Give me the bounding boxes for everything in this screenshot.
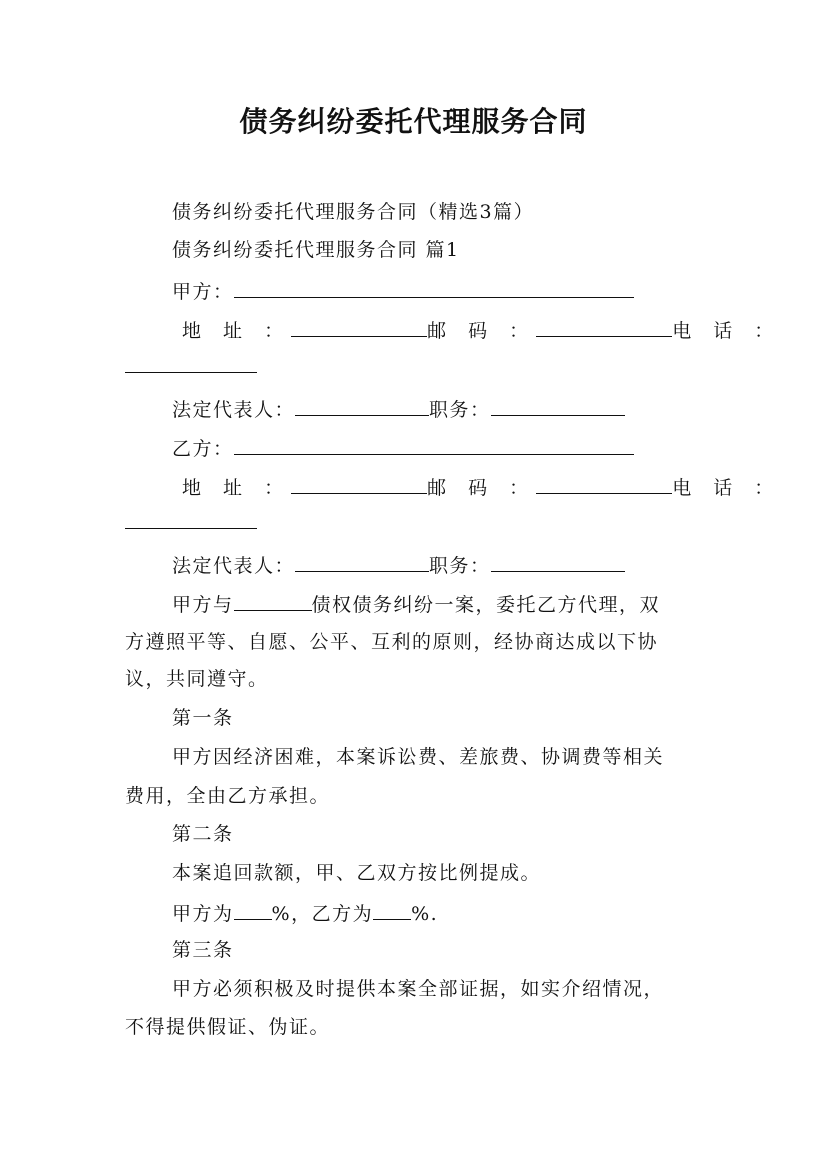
article-3-line-1: 甲方必须积极及时提供本案全部证据，如实介绍情况，: [172, 978, 665, 1000]
party-a-contact-line: [182, 316, 781, 344]
ratio-a-blank: [234, 899, 272, 920]
article-1-heading: 第一条: [172, 707, 234, 729]
intro-part-1: 甲方与: [172, 594, 234, 616]
intro-line-3: 议，共同遵守。: [125, 668, 269, 690]
party-a-position-label: 职务：: [429, 399, 491, 421]
article-3-line-2: 不得提供假证、伪证。: [125, 1016, 331, 1038]
intro-part-2: 债权债务纠纷一案，委托乙方代理，双: [311, 594, 661, 616]
article-2-heading: 第二条: [172, 823, 234, 845]
party-a-rep-blank: [295, 395, 429, 416]
ratio-a-label: 甲方为: [172, 903, 234, 925]
ratio-b-blank: [373, 899, 411, 920]
party-a-postcode-blank: [536, 316, 672, 337]
party-b-postcode-label: 邮 码 ：: [427, 477, 537, 499]
party-b-line: [172, 434, 634, 462]
party-b-label: 乙方：: [172, 438, 234, 460]
party-a-position-blank: [491, 395, 625, 416]
party-a-phone-label: 电 话 ：: [672, 320, 782, 342]
party-b-position-blank: [491, 551, 625, 572]
intro-line-2: 方遵照平等、自愿、公平、互利的原则，经协商达成以下协: [125, 631, 659, 653]
party-b-contact-line: [182, 473, 781, 501]
party-b-rep-label: 法定代表人：: [172, 555, 296, 577]
intro-blank: [234, 590, 312, 611]
intro-line-1: [172, 590, 660, 618]
article-title: 债务纠纷委托代理服务合同 篇1: [172, 239, 460, 261]
party-a-label: 甲方：: [172, 281, 234, 303]
ratio-b-label: %，乙方为: [271, 903, 374, 925]
party-a-postcode-label: 邮 码 ：: [427, 320, 537, 342]
party-a-blank: [234, 277, 634, 298]
article-1-line-2: 费用，全由乙方承担。: [125, 785, 331, 807]
party-a-address-blank: [291, 316, 427, 337]
party-a-rep-line: [172, 395, 625, 423]
ratio-end: %.: [411, 903, 439, 925]
party-b-phone-blank: [125, 508, 257, 529]
article-3-heading: 第三条: [172, 939, 234, 961]
party-b-address-blank: [291, 473, 427, 494]
party-a-rep-label: 法定代表人：: [172, 399, 296, 421]
article-2-line-1: 本案追回款额，甲、乙双方按比例提成。: [172, 862, 542, 884]
document-subtitle: 债务纠纷委托代理服务合同（精选3篇）: [172, 201, 535, 223]
party-b-postcode-blank: [536, 473, 672, 494]
article-2-ratio-line: [172, 899, 438, 927]
article-1-line-1: 甲方因经济困难，本案诉讼费、差旅费、协调费等相关: [172, 746, 665, 768]
party-b-position-label: 职务：: [429, 555, 491, 577]
party-a-phone-blank: [125, 352, 257, 373]
party-b-blank: [234, 434, 634, 455]
party-b-phone-label: 电 话 ：: [672, 477, 782, 499]
document-title: 债务纠纷委托代理服务合同: [239, 105, 588, 138]
party-b-rep-blank: [295, 551, 429, 572]
party-b-phone-continuation: [125, 508, 257, 536]
party-a-line: [172, 277, 634, 305]
party-a-address-label: 地 址 ：: [182, 320, 292, 342]
party-b-rep-line: [172, 551, 625, 579]
party-a-phone-continuation: [125, 352, 257, 380]
party-b-address-label: 地 址 ：: [182, 477, 292, 499]
